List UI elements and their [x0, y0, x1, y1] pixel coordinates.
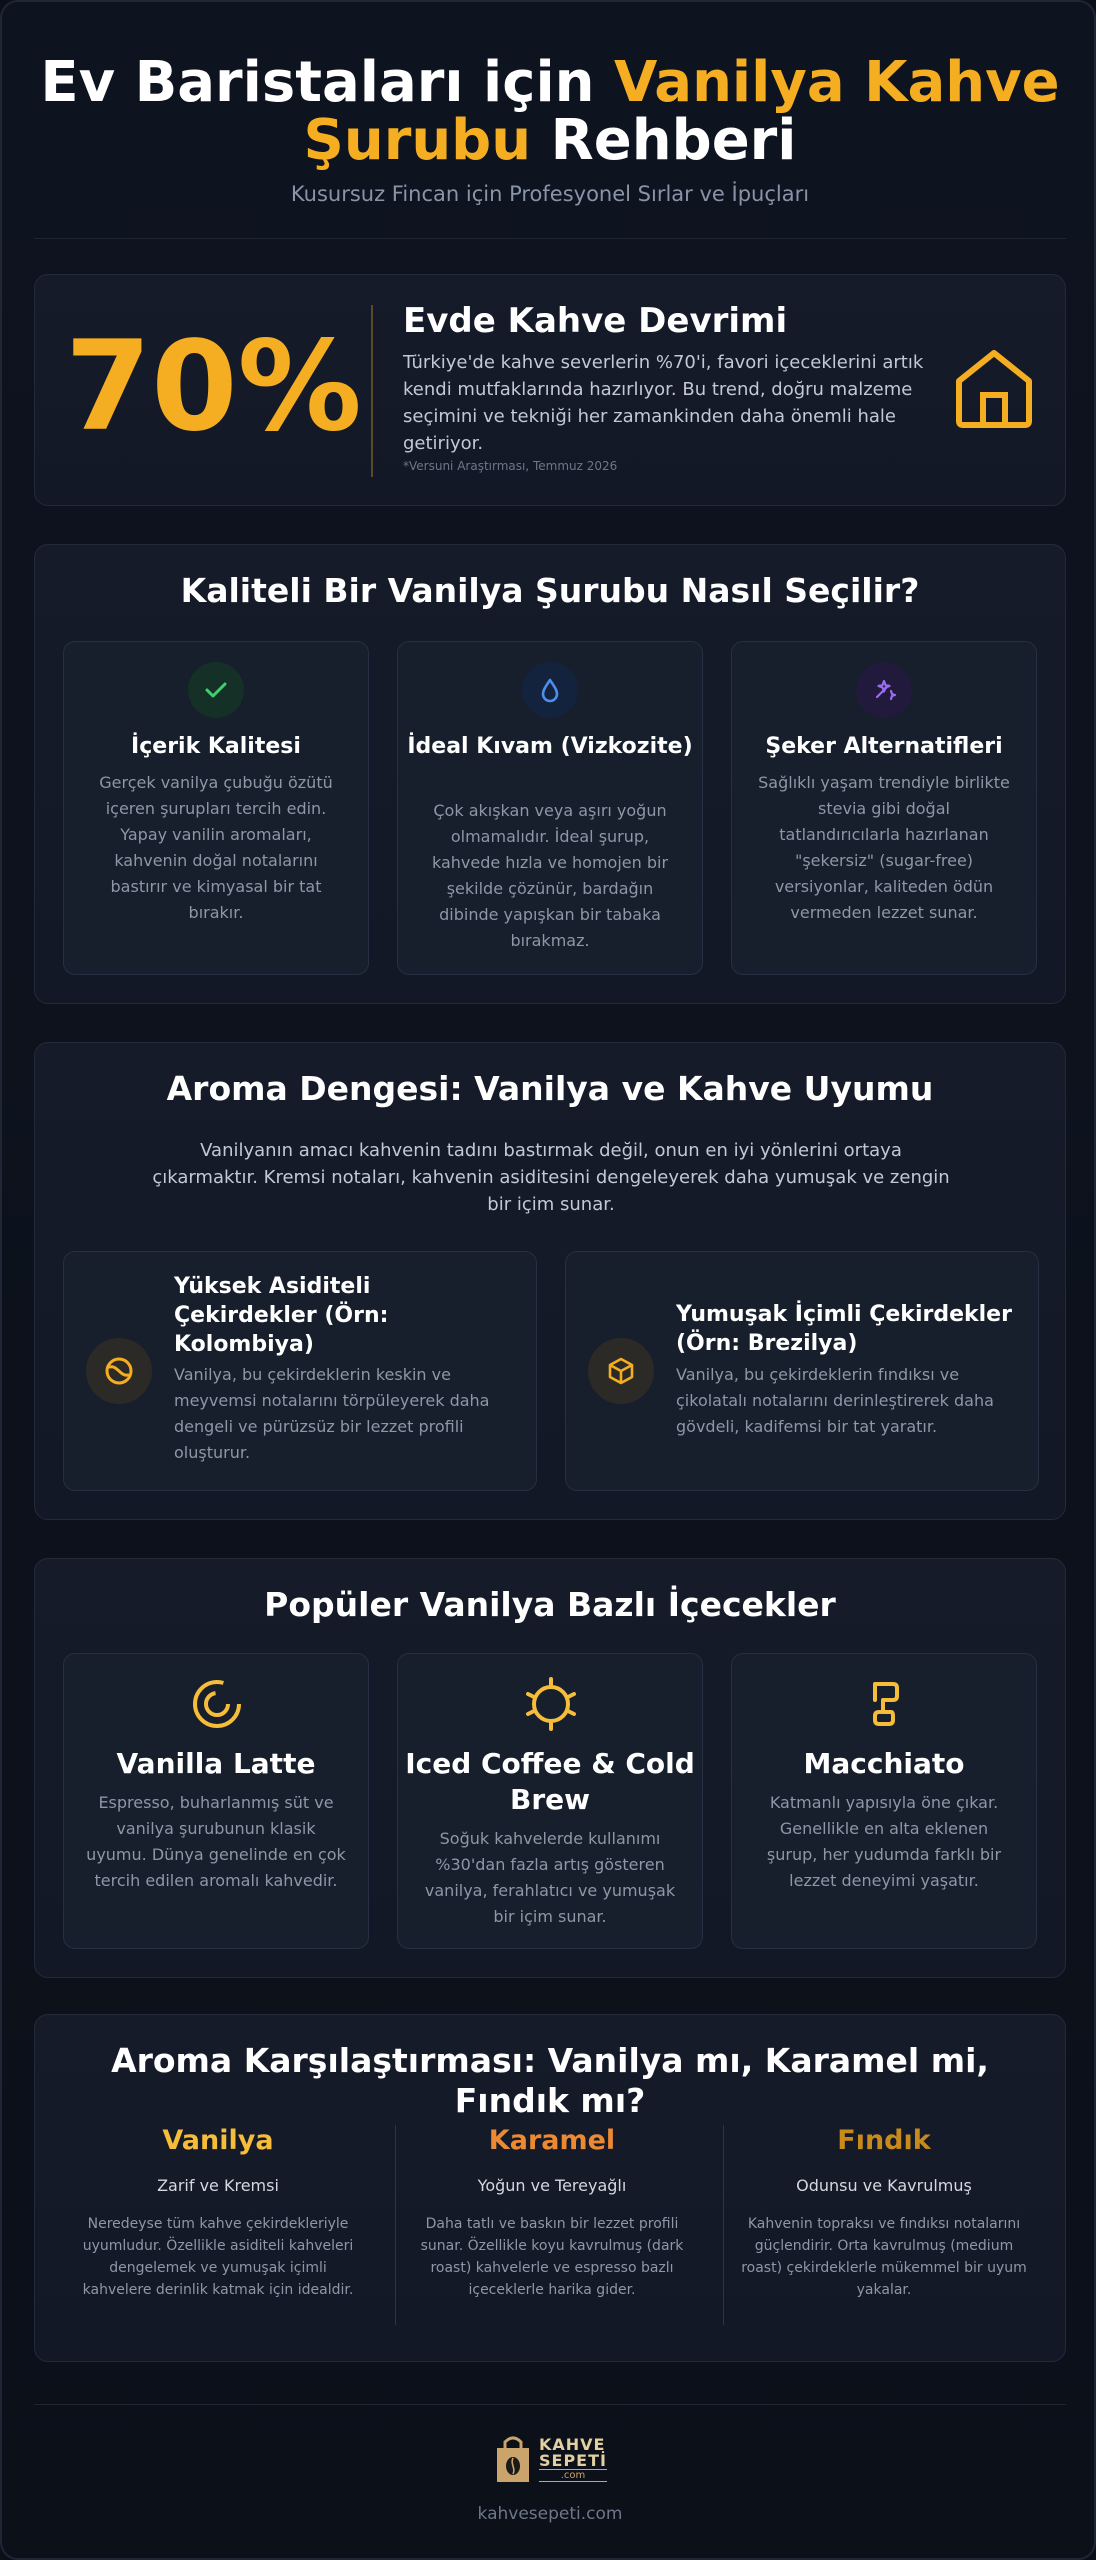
- page-title: [2, 50, 1096, 173]
- compare-text: Neredeyse tüm kahve çekirdekleriyle uyumludur. Özellikle asiditeli kahveleri dengelemek ve yumuşak içimli kahvelere derinlik katmak için idealdir.: [82, 2216, 354, 2298]
- compare-text: Kahvenin topraksı ve fındıksı notalarını güçlendirir. Orta kavrulmuş (medium roast) çekirdeklerle mükemmel bir uyum yakalar.: [741, 2216, 1027, 2298]
- footer: [2, 2434, 1096, 2488]
- logo-line1: KAHVE: [539, 2434, 606, 2454]
- title-part1: Ev Baristaları için: [40, 50, 614, 115]
- bean-item: [63, 1251, 537, 1491]
- selection-item-title: Şeker Alternatifleri: [765, 734, 1003, 759]
- divider: [34, 238, 1066, 239]
- drinks-section: [34, 1558, 1066, 1978]
- aroma-title: Aroma Dengesi: Vanilya ve Kahve Uyumu: [166, 1069, 934, 1108]
- stat-note: *Versuni Araştırması, Temmuz 2026: [403, 459, 618, 473]
- compare-name: Karamel: [488, 2125, 616, 2156]
- layers-icon: [857, 1676, 913, 1732]
- bean-text: Vanilya, bu çekirdeklerin keskin ve meyvemsi notalarını törpüleyerek daha dengeli ve pürüzsüz bir lezzet profili oluşturur.: [174, 1365, 490, 1462]
- drink-item: [731, 1653, 1037, 1949]
- home-icon: [953, 345, 1035, 431]
- aroma-intro: Vanilyanın amacı kahvenin tadını bastırmak değil, onun en iyi yönlerini ortaya çıkarmaktır. Kremsi notaları, kahvenin asiditesini dengeleyerek daha yumuşak ve zengin bir içim sunar.: [152, 1140, 950, 1215]
- stat-card: [34, 274, 1066, 506]
- selection-item-text: Çok akışkan veya aşırı yoğun olmamalıdır. İdeal şurup, kahvede hızla ve homojen bir şekilde çözünür, bardağın dibinde yapışkan bir tabaka bırakmaz.: [431, 801, 669, 950]
- swirl-icon: [189, 1676, 245, 1732]
- selection-item-title: İdeal Kıvam (Vizkozite): [407, 734, 693, 759]
- compare-subtitle: Yoğun ve Tereyağlı: [477, 2176, 627, 2195]
- compare-subtitle: Zarif ve Kremsi: [157, 2176, 279, 2195]
- coffee-bean-icon: [86, 1338, 152, 1404]
- selection-item: [731, 641, 1037, 975]
- shopping-bag-icon: [493, 2434, 533, 2484]
- stat-divider: [371, 305, 373, 477]
- drink-item: [397, 1653, 703, 1949]
- selection-title: Kaliteli Bir Vanilya Şurubu Nasıl Seçilir?: [180, 571, 920, 610]
- selection-section: [34, 544, 1066, 1004]
- compare-name: Vanilya: [162, 2125, 274, 2156]
- compare-column: [739, 2125, 1029, 2301]
- selection-item: [63, 641, 369, 975]
- stat-text: Türkiye'de kahve severlerin %70'i, favori içeceklerini artık kendi mutfaklarında hazırlıyor. Bu trend, doğru malzeme seçimini ve tekniği her zamankinden daha önemli hale getiriyor.: [403, 352, 924, 454]
- drink-text: Espresso, buharlanmış süt ve vanilya şurubunun klasik uyumu. Dünya genelinde en çok tercih edilen aromalı kahvedir.: [86, 1793, 346, 1890]
- header: [2, 50, 1096, 206]
- compare-name: Fındık: [837, 2125, 931, 2156]
- compare-text: Daha tatlı ve baskın bir lezzet profili sunar. Özellikle koyu kavrulmuş (dark roast) kahvelerle ve espresso bazlı içeceklerle harika gider.: [420, 2216, 684, 2298]
- check-icon: [188, 662, 244, 718]
- drink-title: Iced Coffee & Cold Brew: [405, 1747, 695, 1816]
- drinks-title: Popüler Vanilya Bazlı İçecekler: [264, 1585, 836, 1624]
- page-subtitle: Kusursuz Fincan için Profesyonel Sırlar ve İpuçları: [290, 182, 810, 206]
- bean-title: Yüksek Asiditeli Çekirdekler (Örn: Kolombiya): [174, 1274, 389, 1357]
- selection-item-title: İçerik Kalitesi: [131, 734, 301, 759]
- logo-line2: SEPETİ: [539, 2450, 607, 2470]
- compare-divider: [723, 2125, 724, 2325]
- sparkle-icon: [856, 662, 912, 718]
- compare-title: Aroma Karşılaştırması: Vanilya mı, Karamel mi, Fındık mı?: [111, 2041, 989, 2120]
- drink-title: Macchiato: [803, 1747, 965, 1780]
- title-highlight1: Vanilya Kahve: [614, 50, 1060, 115]
- selection-item-text: Gerçek vanilya çubuğu özütü içeren şurupları tercih edin. Yapay vanilin aromaları, kahvenin doğal notalarını bastırır ve kimyasal bir tat bırakır.: [99, 773, 333, 922]
- cube-icon: [588, 1338, 654, 1404]
- divider: [34, 2404, 1066, 2405]
- compare-subtitle: Odunsu ve Kavrulmuş: [796, 2176, 972, 2195]
- bean-text: Vanilya, bu çekirdeklerin fındıksı ve çikolatalı notalarını derinleştirerek daha gövdeli, kadifemsi bir tat yaratır.: [676, 1365, 994, 1436]
- title-part2: Rehberi: [531, 108, 797, 173]
- compare-divider: [395, 2125, 396, 2325]
- drink-item: [63, 1653, 369, 1949]
- compare-column: [407, 2125, 697, 2301]
- stat-value: 70%: [65, 315, 362, 459]
- droplet-icon: [522, 662, 578, 718]
- bean-title: Yumuşak İçimli Çekirdekler (Örn: Brezilya): [676, 1302, 1012, 1356]
- title-highlight2: Şurubu: [303, 108, 532, 173]
- compare-section: [34, 2014, 1066, 2362]
- compare-column: [73, 2125, 363, 2301]
- logo[interactable]: [493, 2434, 607, 2484]
- drink-text: Soğuk kahvelerde kullanımı %30'dan fazla artış gösteren vanilya, ferahlatıcı ve yumuşak bir içim sunar.: [424, 1829, 676, 1926]
- drink-text: Katmanlı yapısıyla öne çıkar. Genellikle en alta eklenen şurup, her yudumda farklı bir lezzet deneyimi yaşatır.: [766, 1793, 1002, 1890]
- drink-title: Vanilla Latte: [116, 1747, 316, 1780]
- selection-item-text: Sağlıklı yaşam trendiyle birlikte stevia gibi doğal tatlandırıcılarla hazırlanan "şekersiz" (sugar-free) versiyonlar, kaliteden ödün vermeden lezzet sunar.: [758, 773, 1010, 922]
- logo-line3: .com: [539, 2469, 607, 2482]
- bean-item: [565, 1251, 1039, 1491]
- ice-icon: [523, 1676, 579, 1732]
- selection-item: [397, 641, 703, 975]
- aroma-section: [34, 1042, 1066, 1520]
- site-link[interactable]: kahvesepeti.com: [477, 2504, 623, 2524]
- stat-title: Evde Kahve Devrimi: [403, 301, 788, 341]
